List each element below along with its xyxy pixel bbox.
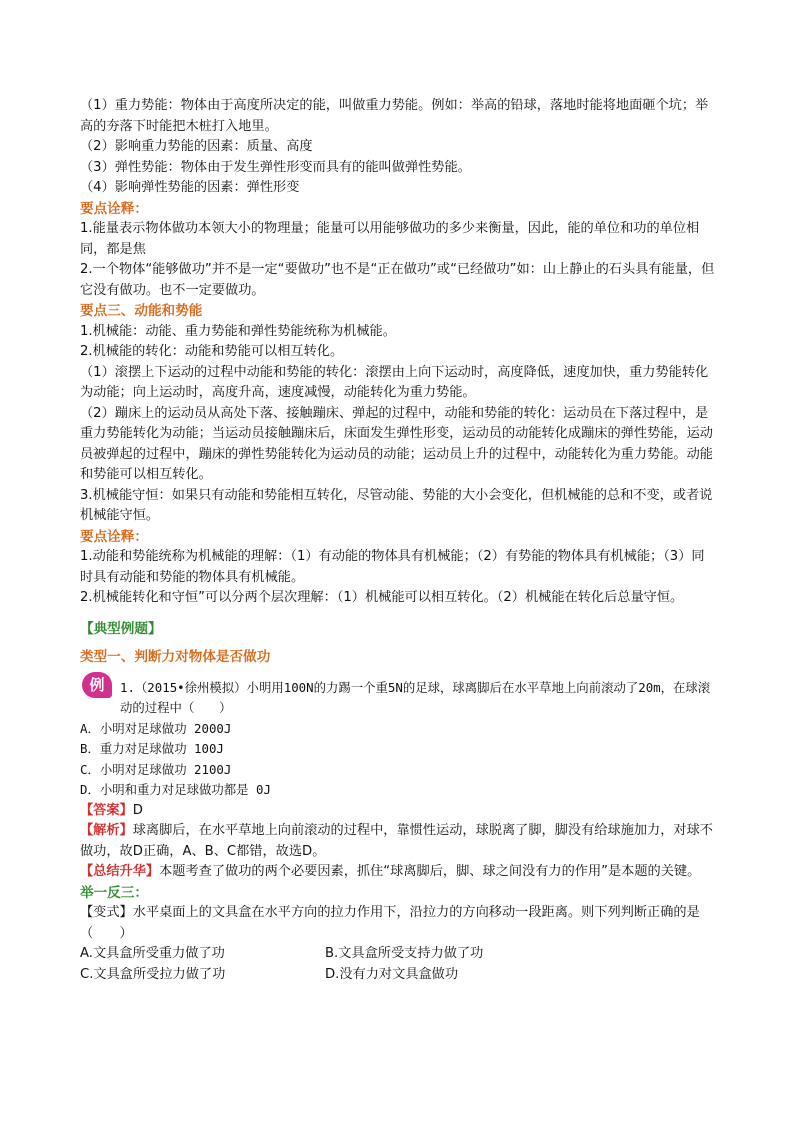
point3-line-4: （2）蹦床上的运动员从高处下落、接触蹦床、弹起的过程中，动能和势能的转化：运动员在下落过程中，是重力势能转化为动能；当运动员接触蹦床后，床面发生弹性形变，运动员的动能转化成蹦床的弹性势能，运动员被弹起的过程中，蹦床的弹性势能转化为运动员的动能；运动员上升的过程中，动能转化为重力势能。动能和势能可以相互转化。: [80, 405, 713, 482]
analysis-tag: 【解析】: [80, 823, 133, 838]
answer-tag: 【答案】: [80, 802, 133, 818]
gravity-factors-line: （2）影响重力势能的因素：质量、高度: [80, 139, 313, 154]
example-option-a: A．小明对足球做功 2000J: [80, 720, 232, 736]
practice-option-c: C.文具盒所受拉力做了功: [80, 966, 226, 982]
example-1: [80, 675, 716, 719]
note2-heading: 要点诠释：: [80, 528, 148, 545]
practice-tag: 【变式】: [80, 905, 133, 920]
elastic-factors-line: （4）影响弹性势能的因素：弹性形变: [80, 180, 300, 195]
example-question: 1.（2015•徐州模拟）小明用100N的力踢一个重5N的足球，球离脚后在水平草地上向前滚动了20m，在球滚动的过程中（ ）: [120, 679, 711, 715]
practice-question-line: [80, 903, 716, 944]
note1-line-2: 2.一个物体“能够做功”并不是一定“要做功”也不是“正在做功”或“已经做功”如：山上静止的石头具有能量，但它没有做功。也不一定要做功。: [80, 262, 715, 298]
example-option-b: B．重力对足球做功 100J: [80, 741, 224, 756]
summary-text: 本题考查了做功的两个必要因素，抓住“球离脚后，脚、球之间没有力的作用”是本题的关键。: [159, 864, 701, 879]
summary-tag: 【总结升华】: [80, 864, 160, 879]
elastic-potential-line: （3）弹性势能：物体由于发生弹性形变而具有的能叫做弹性势能。: [80, 159, 471, 175]
practice-option-a: A.文具盒所受重力做了功: [80, 946, 225, 961]
type1-heading: 类型一、判断力对物体是否做功: [80, 649, 271, 665]
example-option-c: C．小明对足球做功 2100J: [80, 761, 232, 777]
point3-line-3: （1）滚摆上下运动的过程中动能和势能的转化：滚摆由上向下运动时，高度降低，速度加快，重力势能转化为动能；向上运动时，高度升高，速度减慢，动能转化为重力势能。: [80, 364, 709, 400]
practice-option-d: D.没有力对文具盒做功: [325, 966, 459, 982]
answer-line: [80, 801, 716, 822]
analysis-text: 球离脚后，在水平草地上向前滚动的过程中，靠惯性运动，球脱离了脚，脚没有给球施加力，对球不做功，故D正确，A、B、C都错，故选D。: [80, 823, 713, 859]
note2-line-2: 2.机械能转化和守恒”可以分两个层次理解：（1）机械能可以相互转化。（2）机械能在转化后总量守恒。: [80, 590, 684, 605]
answer-value: D: [132, 802, 143, 818]
practice-heading: 举一反三：: [80, 884, 148, 901]
point3-line-5: 3.机械能守恒：如果只有动能和势能相互转化，尽管动能、势能的大小会变化，但机械能的总和不变，或者说机械能守恒。: [80, 487, 713, 523]
gravity-potential-line: （1）重力势能：物体由于高度所决定的能，叫做重力势能。例如：举高的铅球，落地时能将地面砸个坑；举高的夯落下时能把木桩打入地里。: [80, 98, 709, 134]
document-page: [80, 96, 716, 985]
typical-examples-heading: 【典型例题】: [80, 620, 162, 637]
example-badge-icon: 例: [82, 672, 112, 698]
point3-line-1: 1.机械能：动能、重力势能和弹性势能统称为机械能。: [80, 323, 396, 339]
note1-heading: 要点诠释：: [80, 200, 148, 217]
practice-option-b: B.文具盒所受支持力做了功: [325, 946, 484, 961]
practice-question: 水平桌面上的文具盒在水平方向的拉力作用下，沿拉力的方向移动一段距离。则下列判断正确的是（ ）: [80, 905, 700, 941]
example-option-d: D．小明和重力对足球做功都是 0J: [80, 782, 271, 797]
note1-line-1: 1.能量表示物体做功本领大小的物理量；能量可以用能够做功的多少来衡量，因此，能的单位和功的单位相同，都是焦: [80, 221, 700, 257]
note2-line-1: 1.动能和势能统称为机械能的理解：（1）有动能的物体具有机械能；（2）有势能的物体具有机械能；（3）同时具有动能和势能的物体具有机械能。: [80, 549, 705, 585]
analysis-line: [80, 821, 716, 862]
point3-heading: 要点三、动能和势能: [80, 303, 203, 319]
point3-line-2: 2.机械能的转化：动能和势能可以相互转化。: [80, 344, 344, 359]
practice-options: [80, 944, 716, 985]
summary-line: [80, 862, 716, 883]
